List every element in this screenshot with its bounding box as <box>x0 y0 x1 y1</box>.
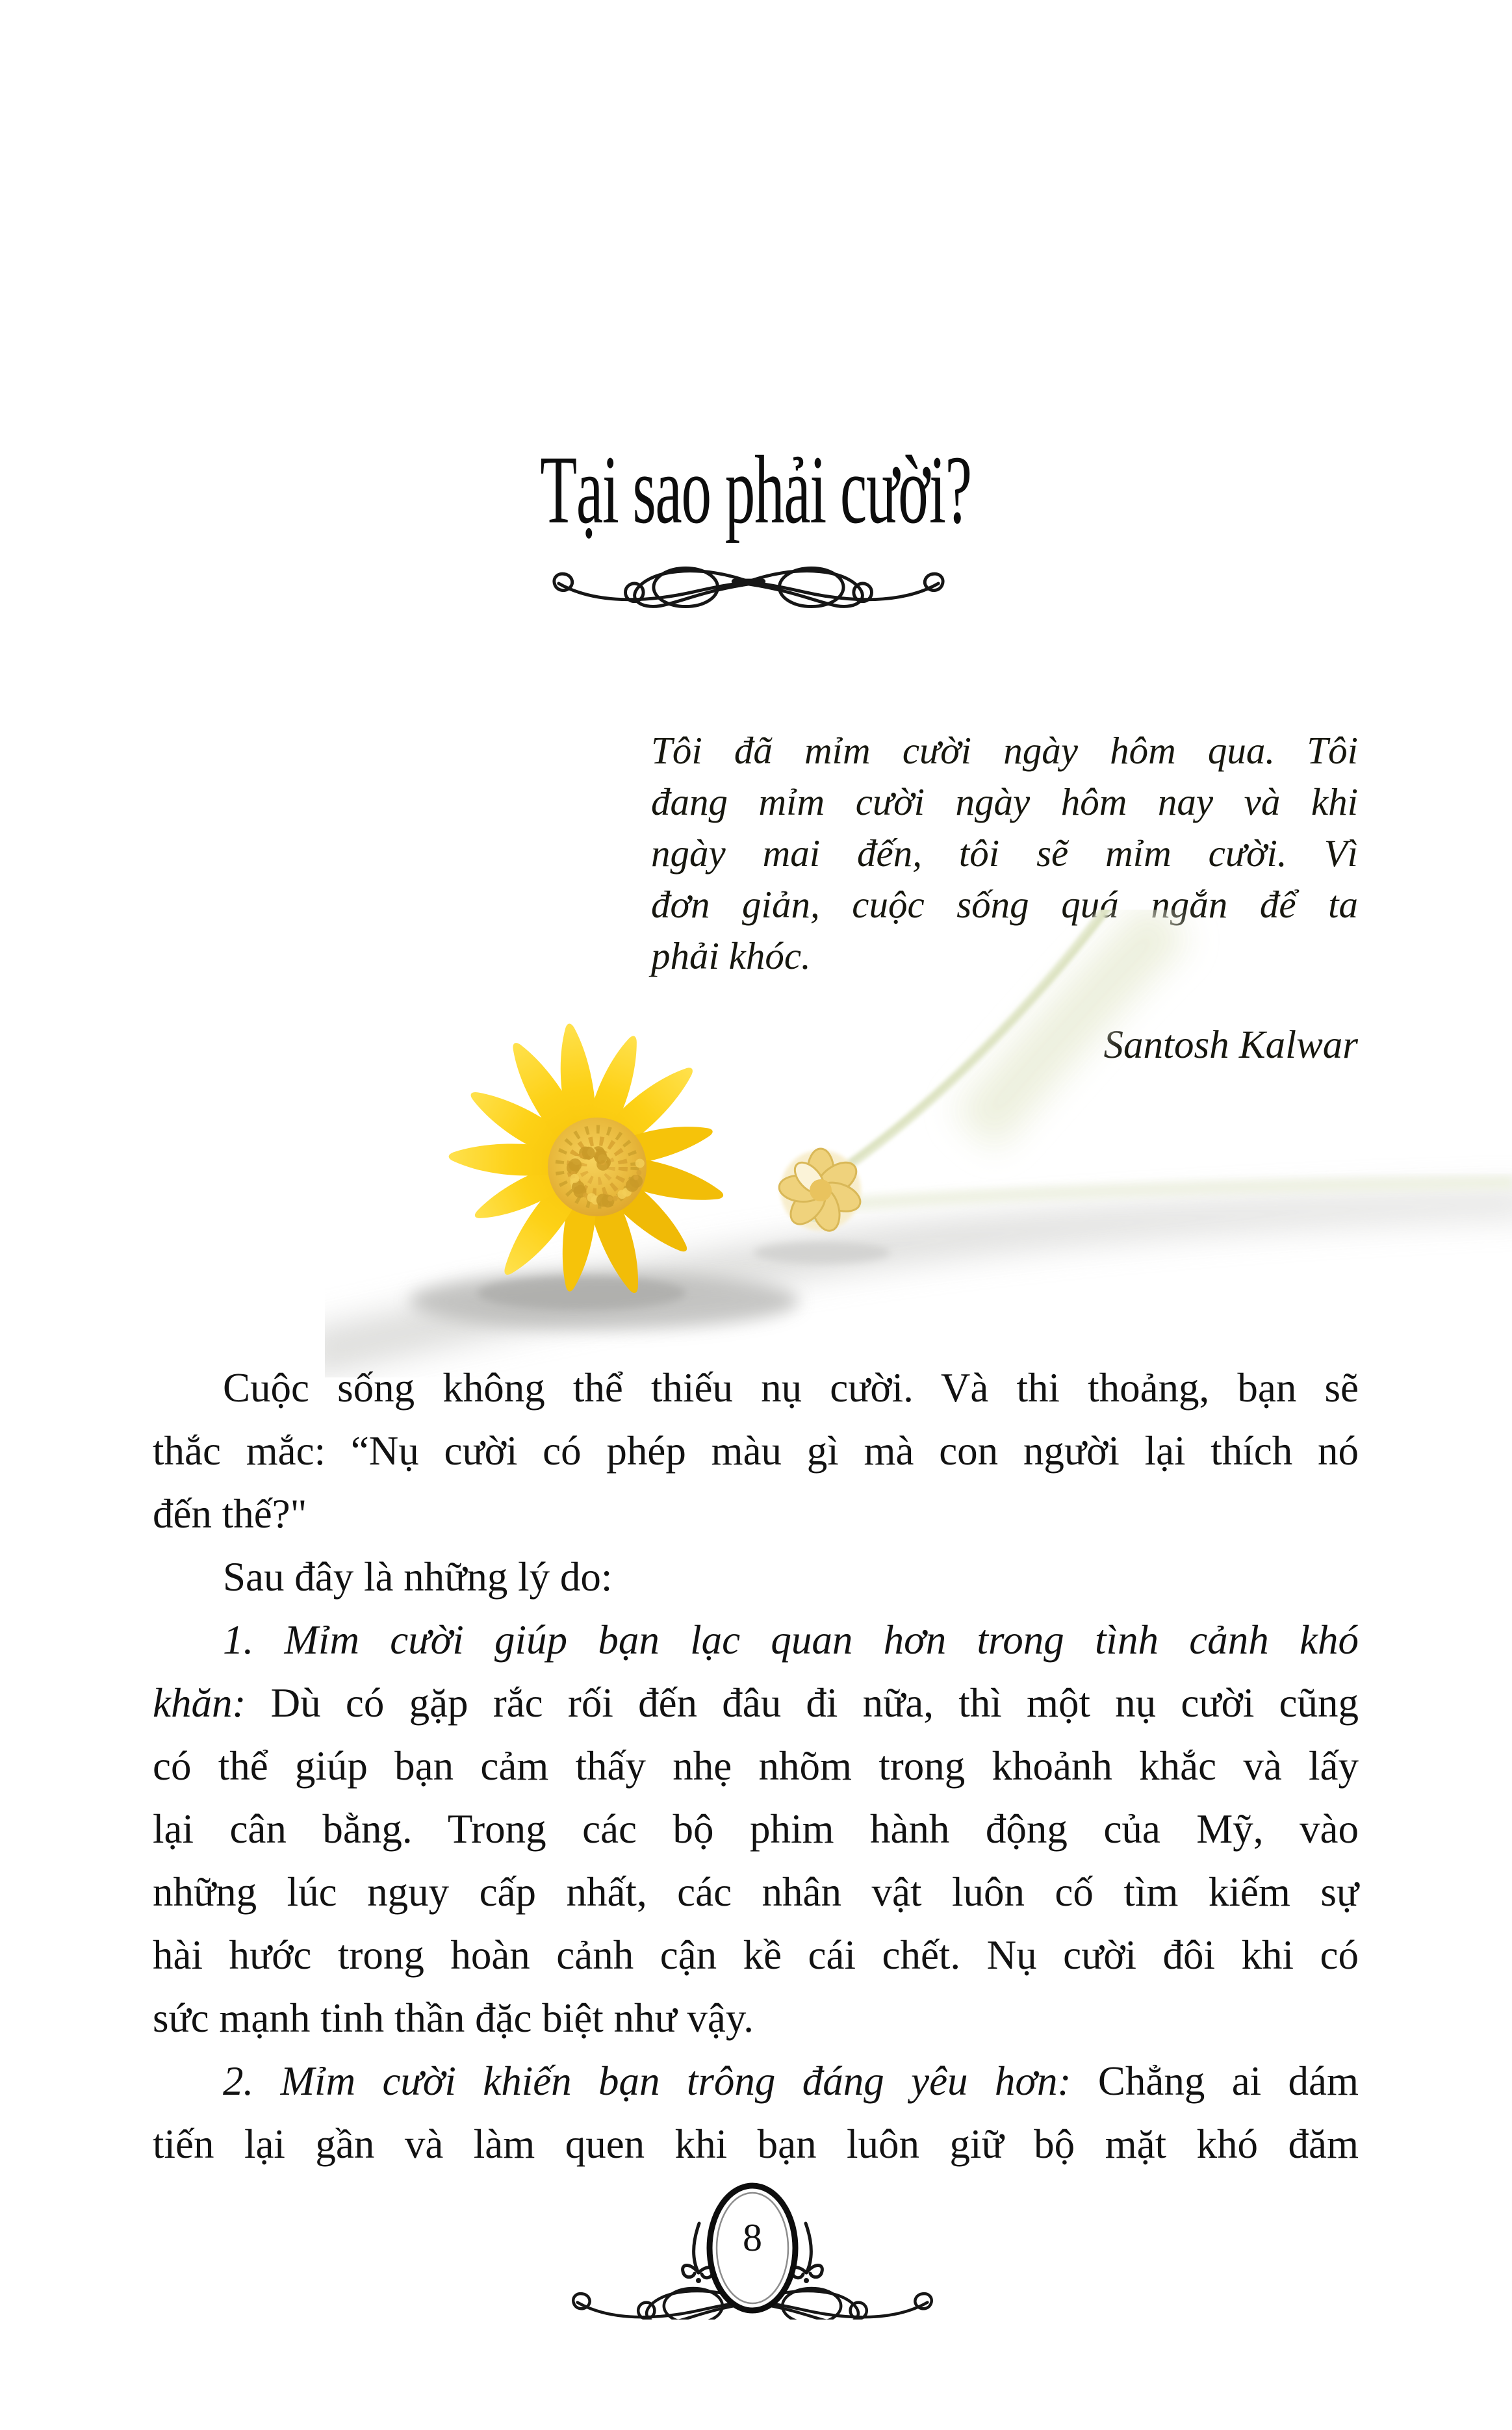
text-line <box>153 2113 1359 2176</box>
quote-attribution: Santosh Kalwar <box>1103 1023 1358 1067</box>
text-line <box>153 1735 1359 1798</box>
text-segment: 1. Mỉm cười giúp bạn lạc quan hơn trong tình cảnh khó <box>223 1617 1359 1663</box>
text-line <box>153 1861 1359 1924</box>
text-segment: Chẳng ai dám <box>1071 2058 1359 2104</box>
paragraph <box>153 1357 1359 1546</box>
text-line <box>153 1546 1359 1609</box>
text-segment: Sau đây là những lý do: <box>223 1554 613 1600</box>
daisy-photo <box>325 910 1512 1377</box>
text-segment: đến thế?" <box>153 1491 307 1537</box>
paragraph <box>153 2050 1359 2176</box>
text-segment: tiến lại gần và làm quen khi bạn luôn giữ bộ mặt khó đăm <box>153 2121 1359 2167</box>
text-line <box>153 1987 1359 2050</box>
quote-line: phải khóc. <box>651 934 811 977</box>
text-segment: hài hước trong hoàn cảnh cận kề cái chết. Nụ cười đôi khi có <box>153 1932 1359 1978</box>
title-flourish-ornament <box>550 555 947 611</box>
text-line <box>153 1924 1359 1987</box>
text-line <box>153 1420 1359 1483</box>
body-text <box>153 1357 1359 2176</box>
page-number: 8 <box>743 2216 762 2259</box>
text-segment: sức mạnh tinh thần đặc biệt như vậy. <box>153 1995 754 2041</box>
text-line <box>153 2050 1359 2113</box>
text-segment: thắc mắc: “Nụ cười có phép màu gì mà con người lại thích nó <box>153 1428 1359 1474</box>
text-line <box>153 1798 1359 1861</box>
text-line <box>153 1609 1359 1672</box>
quote-line: ngày mai đến, tôi sẽ mỉm cười. Vì <box>651 832 1358 875</box>
text-segment: có thể giúp bạn cảm thấy nhẹ nhõm trong khoảnh khắc và lấy <box>153 1743 1359 1789</box>
text-line <box>153 1357 1359 1420</box>
text-segment: lại cân bằng. Trong các bộ phim hành động của Mỹ, vào <box>153 1806 1359 1852</box>
quote-line: đơn giản, cuộc sống quá ngắn để ta <box>651 883 1358 926</box>
quote-line: đang mỉm cười ngày hôm nay và khi <box>651 780 1358 823</box>
text-segment: Dù có gặp rắc rối đến đâu đi nữa, thì một nụ cười cũng <box>246 1680 1359 1726</box>
text-segment: 2. Mỉm cười khiến bạn trông đáng yêu hơn: <box>223 2058 1071 2104</box>
text-segment: khăn: <box>153 1680 246 1726</box>
paragraph <box>153 1609 1359 2050</box>
paragraph <box>153 1546 1359 1609</box>
text-segment: Cuộc sống không thể thiếu nụ cười. Và thi thoảng, bạn sẽ <box>223 1365 1359 1411</box>
text-segment: những lúc nguy cấp nhất, các nhân vật luôn cố tìm kiếm sự <box>153 1869 1359 1915</box>
text-line <box>153 1672 1359 1735</box>
quote-line: Tôi đã mỉm cười ngày hôm qua. Tôi <box>651 729 1358 772</box>
chapter-title-wrap <box>0 437 1512 544</box>
text-line <box>153 1483 1359 1546</box>
page-title: Tại sao phải cười? <box>540 436 972 544</box>
